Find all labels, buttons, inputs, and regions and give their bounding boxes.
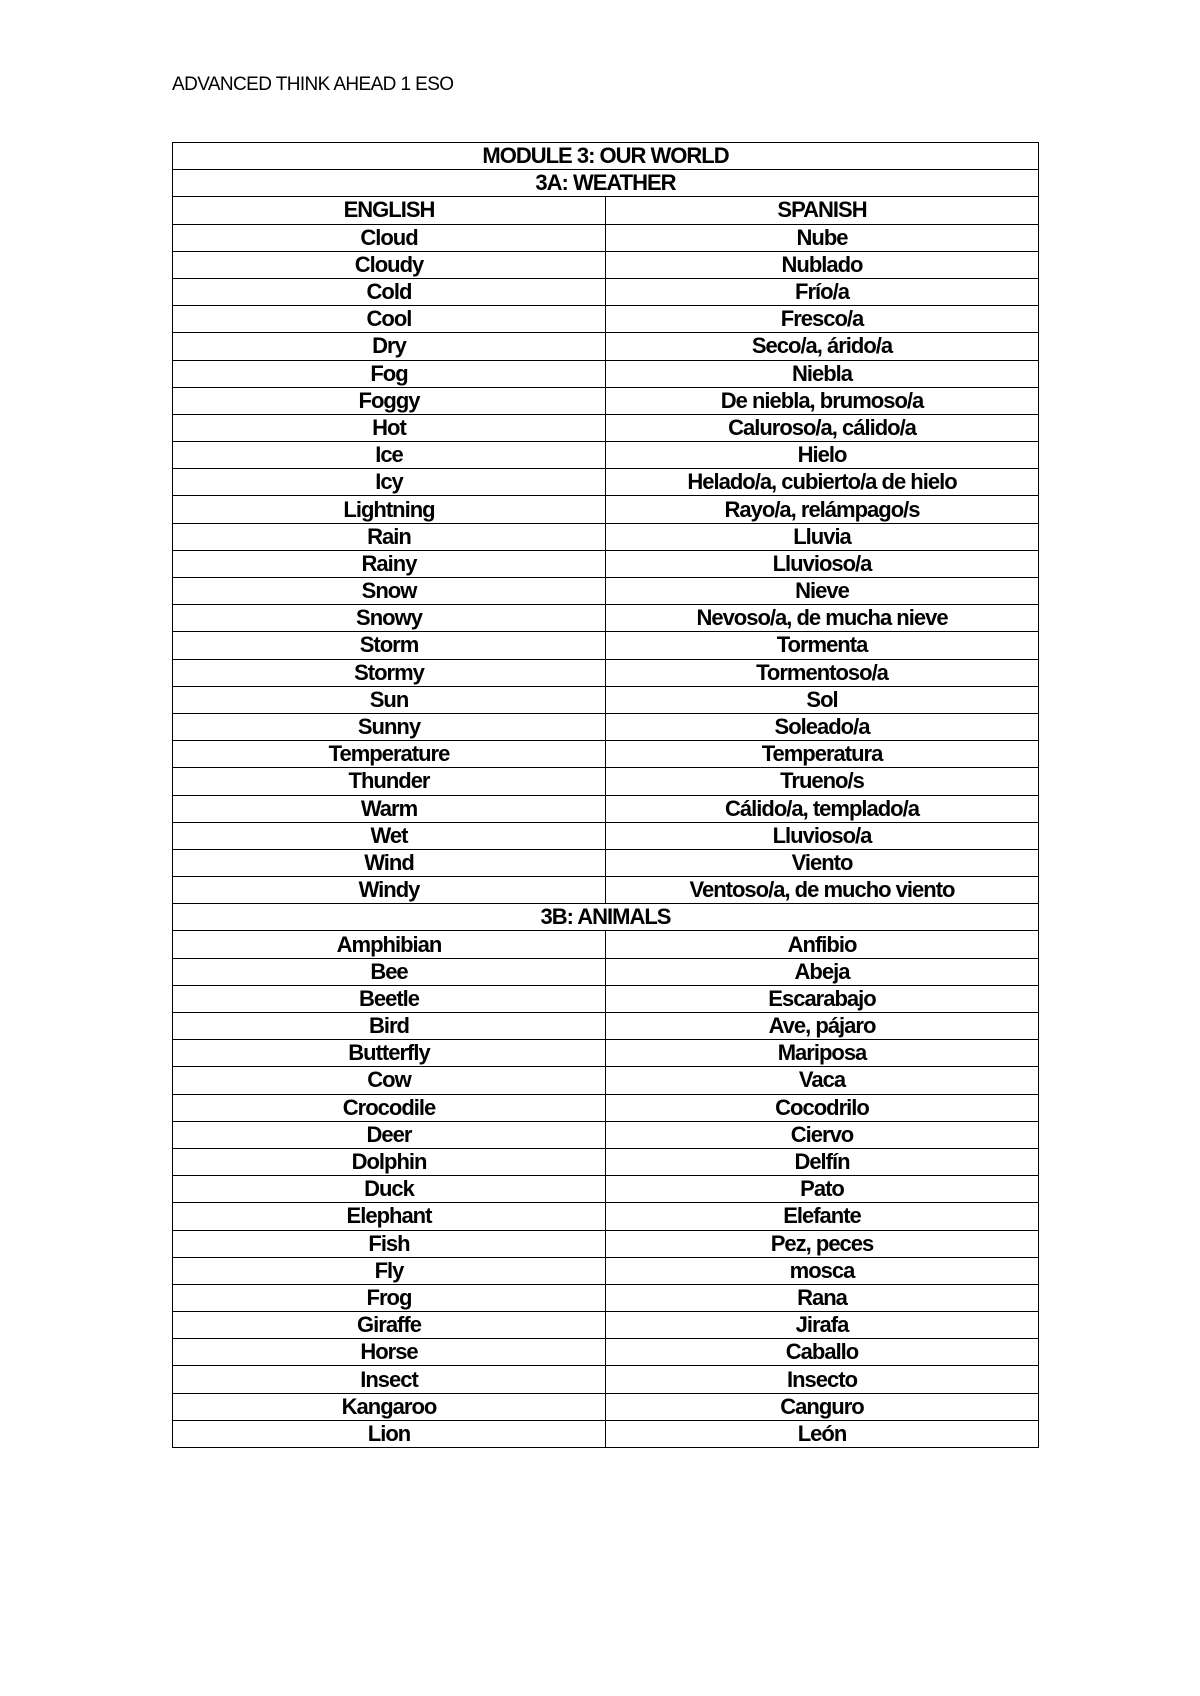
spanish-word-cell: Rana [606, 1284, 1039, 1311]
english-word-cell: Rain [173, 523, 606, 550]
english-word-cell: Snowy [173, 605, 606, 632]
spanish-word-cell: Rayo/a, relámpago/s [606, 496, 1039, 523]
english-word-cell: Wind [173, 849, 606, 876]
table-row [173, 768, 1039, 795]
english-word-cell: Butterfly [173, 1040, 606, 1067]
english-word-cell: Cloud [173, 224, 606, 251]
spanish-word-cell: Seco/a, árido/a [606, 333, 1039, 360]
table-row [173, 985, 1039, 1012]
table-row [173, 795, 1039, 822]
english-word-cell: Temperature [173, 741, 606, 768]
spanish-word-cell: Delfín [606, 1148, 1039, 1175]
english-word-cell: Sunny [173, 713, 606, 740]
spanish-word-cell: Canguro [606, 1393, 1039, 1420]
table-row [173, 360, 1039, 387]
spanish-word-cell: Lluvia [606, 523, 1039, 550]
english-word-cell: Horse [173, 1339, 606, 1366]
english-word-cell: Sun [173, 686, 606, 713]
english-word-cell: Windy [173, 877, 606, 904]
table-row [173, 1284, 1039, 1311]
table-row [173, 1176, 1039, 1203]
table-row [173, 578, 1039, 605]
english-word-cell: Giraffe [173, 1312, 606, 1339]
english-word-cell: Kangaroo [173, 1393, 606, 1420]
spanish-word-cell: Vaca [606, 1067, 1039, 1094]
section-b-title-row [173, 904, 1039, 931]
table-row [173, 1203, 1039, 1230]
spanish-word-cell: Niebla [606, 360, 1039, 387]
table-row [173, 1366, 1039, 1393]
spanish-word-cell: Pato [606, 1176, 1039, 1203]
table-row [173, 931, 1039, 958]
spanish-word-cell: Tormentoso/a [606, 659, 1039, 686]
spanish-word-cell: Escarabajo [606, 985, 1039, 1012]
table-row [173, 469, 1039, 496]
table-row [173, 686, 1039, 713]
section-a-title-row [173, 170, 1039, 197]
column-header-row [173, 197, 1039, 224]
english-word-cell: Hot [173, 414, 606, 441]
spanish-word-cell: Sol [606, 686, 1039, 713]
spanish-word-cell: Hielo [606, 442, 1039, 469]
spanish-word-cell: Lluvioso/a [606, 550, 1039, 577]
table-row [173, 958, 1039, 985]
table-row [173, 496, 1039, 523]
table-row [173, 414, 1039, 441]
section-b-title: 3B: ANIMALS [173, 904, 1039, 931]
english-word-cell: Lion [173, 1420, 606, 1447]
english-word-cell: Warm [173, 795, 606, 822]
english-word-cell: Cold [173, 278, 606, 305]
spanish-word-cell: Tormenta [606, 632, 1039, 659]
english-word-cell: Storm [173, 632, 606, 659]
english-word-cell: Deer [173, 1121, 606, 1148]
table-row [173, 523, 1039, 550]
table-row [173, 632, 1039, 659]
english-word-cell: Snow [173, 578, 606, 605]
table-row [173, 605, 1039, 632]
spanish-word-cell: Insecto [606, 1366, 1039, 1393]
table-row [173, 1339, 1039, 1366]
table-row [173, 550, 1039, 577]
column-header-spanish: SPANISH [606, 197, 1039, 224]
spanish-word-cell: Ciervo [606, 1121, 1039, 1148]
english-word-cell: Thunder [173, 768, 606, 795]
spanish-word-cell: Viento [606, 849, 1039, 876]
document-header: ADVANCED THINK AHEAD 1 ESO [172, 74, 454, 95]
english-word-cell: Crocodile [173, 1094, 606, 1121]
english-word-cell: Bird [173, 1013, 606, 1040]
english-word-cell: Foggy [173, 387, 606, 414]
spanish-word-cell: Frío/a [606, 278, 1039, 305]
spanish-word-cell: Cálido/a, templado/a [606, 795, 1039, 822]
spanish-word-cell: Nevoso/a, de mucha nieve [606, 605, 1039, 632]
english-word-cell: Icy [173, 469, 606, 496]
spanish-word-cell: Helado/a, cubierto/a de hielo [606, 469, 1039, 496]
table-row [173, 1393, 1039, 1420]
english-word-cell: Fish [173, 1230, 606, 1257]
table-row [173, 1121, 1039, 1148]
table-row [173, 1257, 1039, 1284]
english-word-cell: Ice [173, 442, 606, 469]
english-word-cell: Amphibian [173, 931, 606, 958]
english-word-cell: Cow [173, 1067, 606, 1094]
table-row [173, 741, 1039, 768]
spanish-word-cell: Trueno/s [606, 768, 1039, 795]
english-word-cell: Lightning [173, 496, 606, 523]
spanish-word-cell: Caballo [606, 1339, 1039, 1366]
spanish-word-cell: Jirafa [606, 1312, 1039, 1339]
english-word-cell: Wet [173, 822, 606, 849]
english-word-cell: Stormy [173, 659, 606, 686]
spanish-word-cell: Elefante [606, 1203, 1039, 1230]
table-row [173, 306, 1039, 333]
table-row [173, 442, 1039, 469]
table-row [173, 1230, 1039, 1257]
table-row [173, 1148, 1039, 1175]
table-row [173, 387, 1039, 414]
section-a-title: 3A: WEATHER [173, 170, 1039, 197]
english-word-cell: Dolphin [173, 1148, 606, 1175]
english-word-cell: Insect [173, 1366, 606, 1393]
table-row [173, 1013, 1039, 1040]
english-word-cell: Beetle [173, 985, 606, 1012]
table-row [173, 849, 1039, 876]
table-row [173, 224, 1039, 251]
english-word-cell: Elephant [173, 1203, 606, 1230]
english-word-cell: Fog [173, 360, 606, 387]
english-word-cell: Bee [173, 958, 606, 985]
spanish-word-cell: mosca [606, 1257, 1039, 1284]
column-header-english: ENGLISH [173, 197, 606, 224]
english-word-cell: Duck [173, 1176, 606, 1203]
english-word-cell: Rainy [173, 550, 606, 577]
module-title: MODULE 3: OUR WORLD [173, 143, 1039, 170]
spanish-word-cell: Nublado [606, 251, 1039, 278]
vocabulary-table-body [173, 143, 1039, 1448]
vocabulary-table [172, 142, 1039, 1448]
table-row [173, 1094, 1039, 1121]
spanish-word-cell: Caluroso/a, cálido/a [606, 414, 1039, 441]
table-row [173, 1067, 1039, 1094]
spanish-word-cell: Lluvioso/a [606, 822, 1039, 849]
spanish-word-cell: Anfibio [606, 931, 1039, 958]
table-row [173, 822, 1039, 849]
table-row [173, 713, 1039, 740]
table-row [173, 1312, 1039, 1339]
table-row [173, 659, 1039, 686]
spanish-word-cell: Pez, peces [606, 1230, 1039, 1257]
table-row [173, 1420, 1039, 1447]
spanish-word-cell: Ave, pájaro [606, 1013, 1039, 1040]
english-word-cell: Fly [173, 1257, 606, 1284]
table-row [173, 333, 1039, 360]
spanish-word-cell: De niebla, brumoso/a [606, 387, 1039, 414]
table-row [173, 1040, 1039, 1067]
spanish-word-cell: Ventoso/a, de mucho viento [606, 877, 1039, 904]
spanish-word-cell: Mariposa [606, 1040, 1039, 1067]
spanish-word-cell: Soleado/a [606, 713, 1039, 740]
module-title-row [173, 143, 1039, 170]
table-row [173, 251, 1039, 278]
english-word-cell: Cloudy [173, 251, 606, 278]
table-row [173, 278, 1039, 305]
spanish-word-cell: Nube [606, 224, 1039, 251]
table-row [173, 877, 1039, 904]
spanish-word-cell: Cocodrilo [606, 1094, 1039, 1121]
english-word-cell: Dry [173, 333, 606, 360]
spanish-word-cell: Temperatura [606, 741, 1039, 768]
spanish-word-cell: León [606, 1420, 1039, 1447]
spanish-word-cell: Nieve [606, 578, 1039, 605]
spanish-word-cell: Abeja [606, 958, 1039, 985]
english-word-cell: Cool [173, 306, 606, 333]
english-word-cell: Frog [173, 1284, 606, 1311]
spanish-word-cell: Fresco/a [606, 306, 1039, 333]
